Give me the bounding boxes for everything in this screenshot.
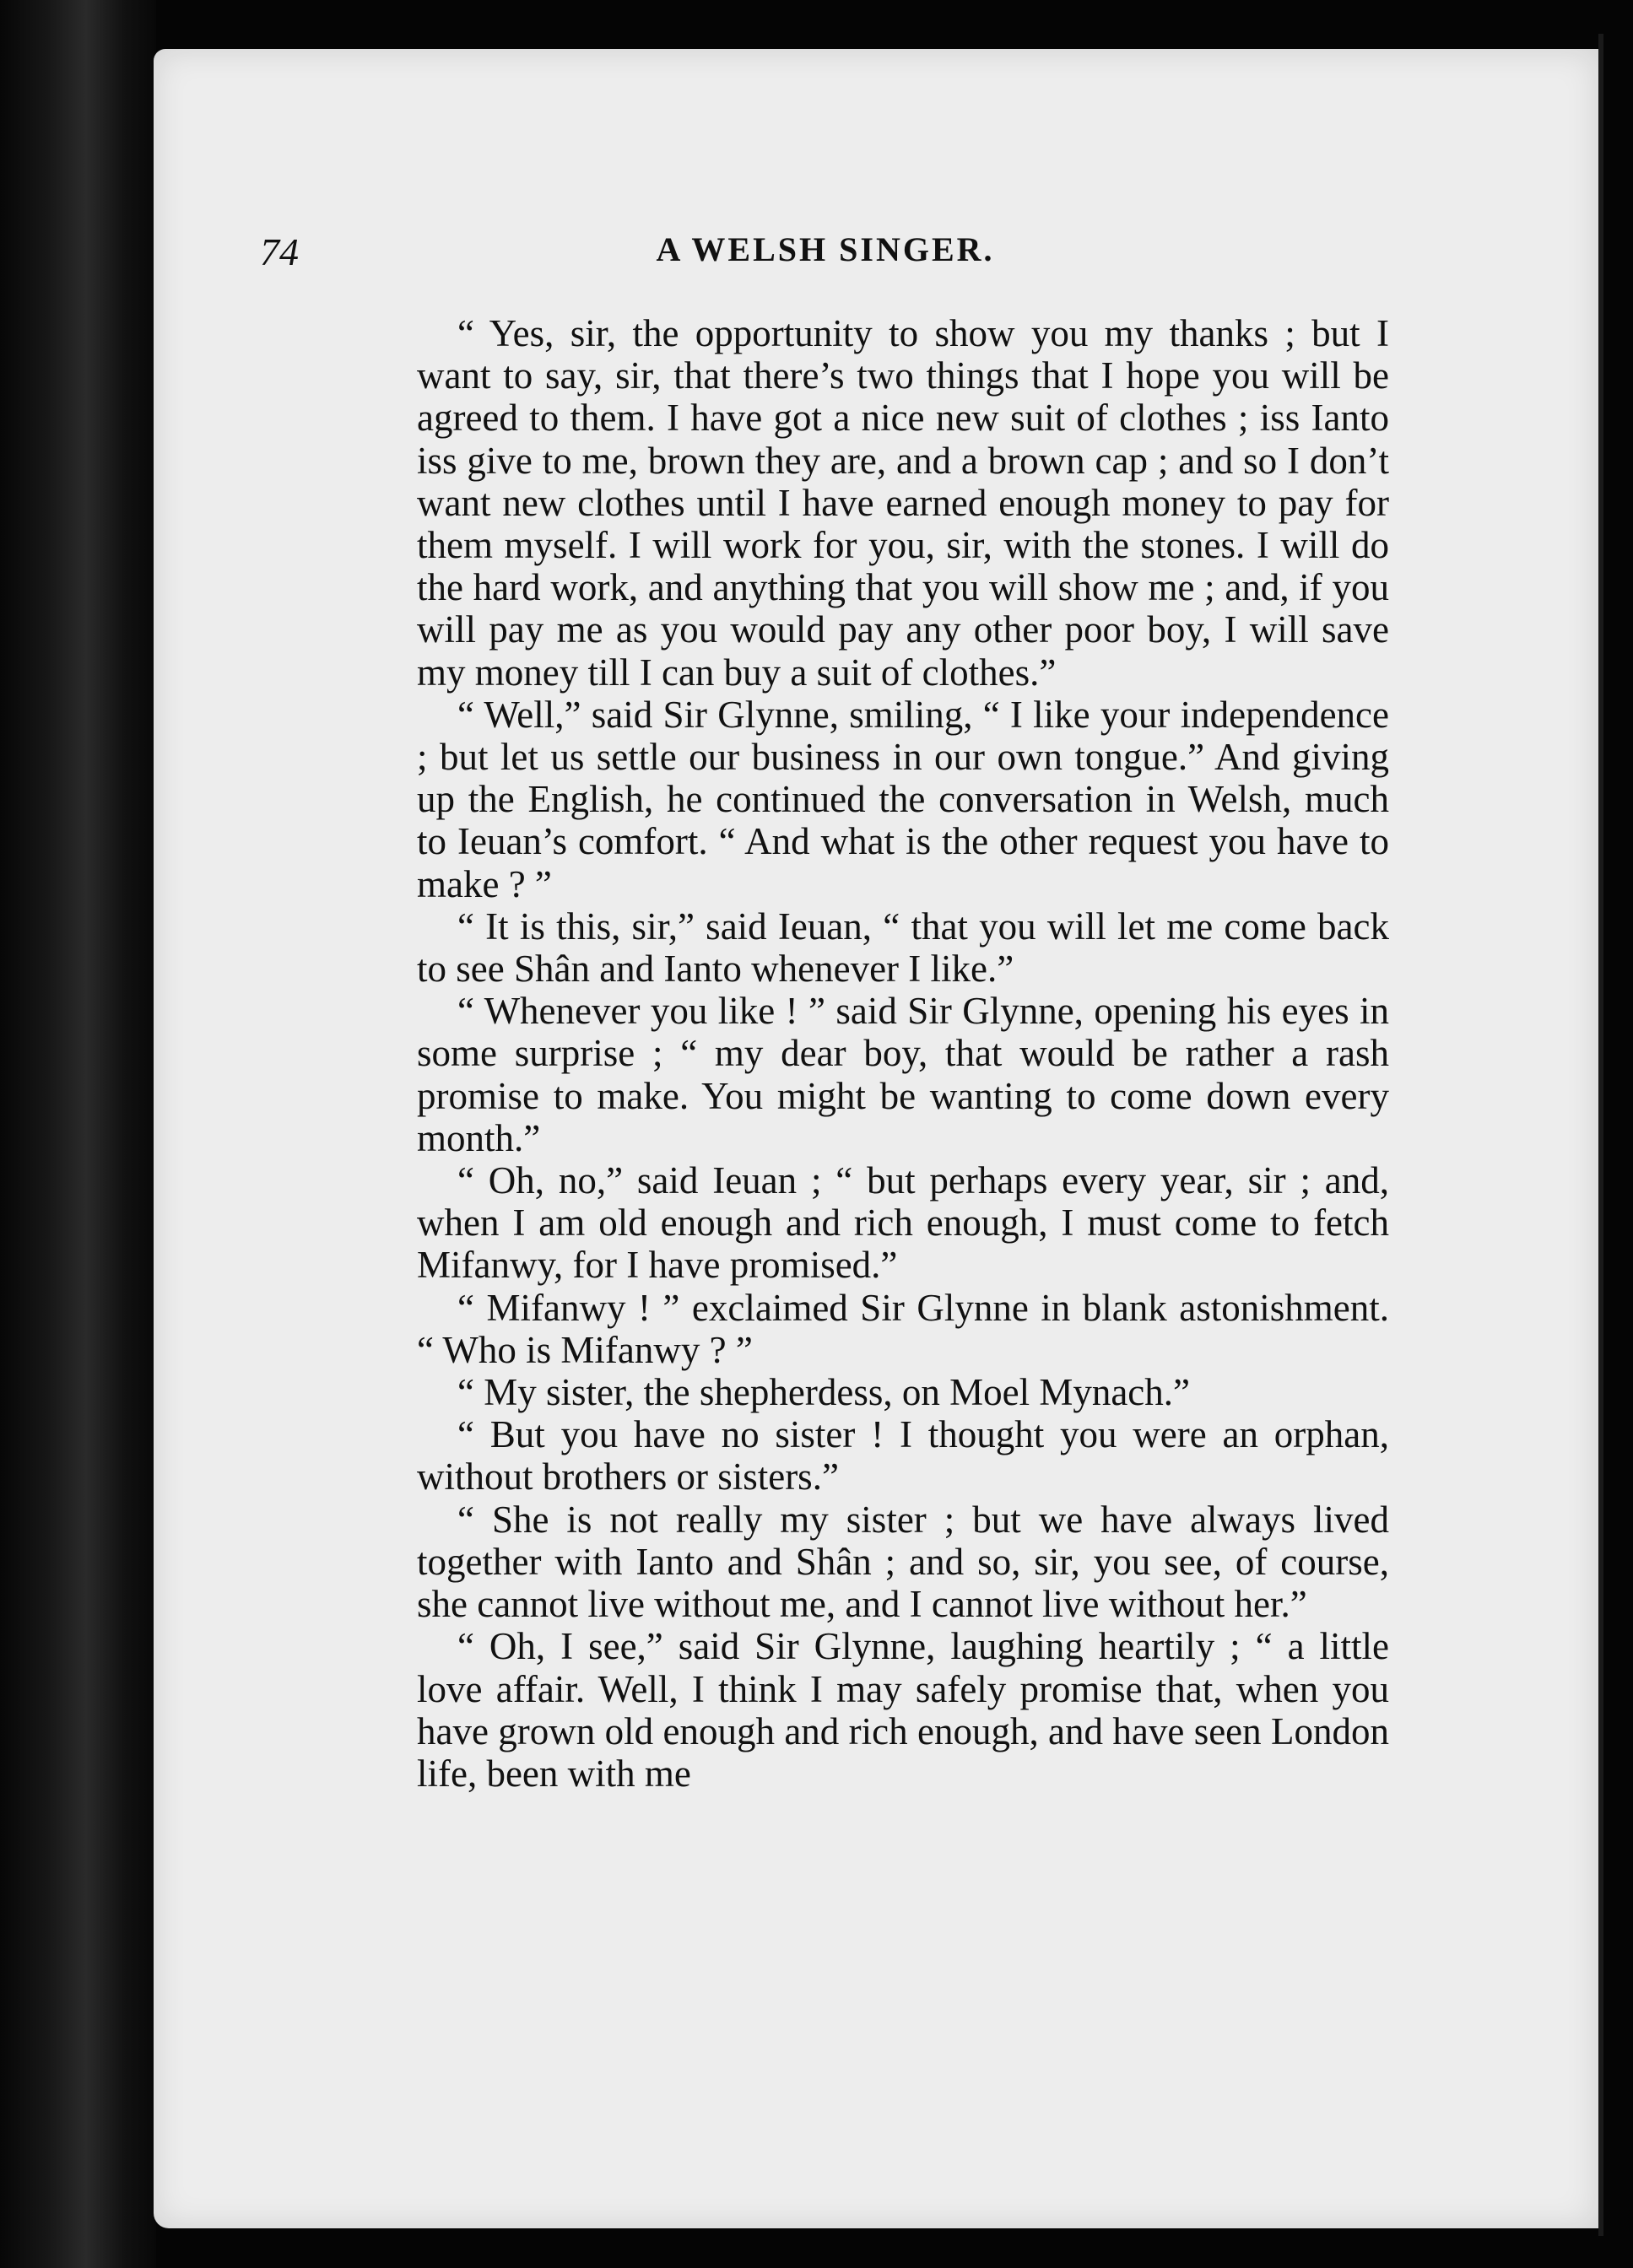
paragraph: “ Whenever you like ! ” said Sir Glynne, opening his eyes in some surprise ; “ my dear boy, that would be rather a rash promise to make. You might be wanting to come down every month.”	[417, 990, 1389, 1159]
paragraph: “ But you have no sister ! I thought you were an orphan, without brothers or sisters.”	[417, 1413, 1389, 1498]
page-header	[260, 230, 1391, 280]
page-number: 74	[260, 230, 299, 273]
paragraph: “ Oh, I see,” said Sir Glynne, laughing heartily ; “ a little love affair. Well, I think I may safely promise that, when you have grown old enough and rich enough, and have seen London life, been with me	[417, 1625, 1389, 1795]
running-title: A WELSH SINGER.	[656, 230, 995, 268]
page-right-edge	[1598, 34, 1603, 2236]
paragraph: “ Oh, no,” said Ieuan ; “ but perhaps every year, sir ; and, when I am old enough and rich enough, I must come to fetch Mifanwy, for I have promised.”	[417, 1159, 1389, 1287]
paragraph: “ It is this, sir,” said Ieuan, “ that you will let me come back to see Shân and Ianto whenever I like.”	[417, 904, 1389, 991]
paragraph: “ Mifanwy ! ” exclaimed Sir Glynne in blank astonishment. “ Who is Mifanwy ? ”	[417, 1286, 1389, 1371]
paragraph: “ My sister, the shepherdess, on Moel Mynach.”	[457, 1371, 1191, 1414]
page-text-body	[417, 312, 1389, 1795]
paragraph: “ Well,” said Sir Glynne, smiling, “ I like your independence ; but let us settle our business in our own tongue.” And giving up the English, he continued the conversation in Welsh, much to Ieuan’s comfort. “ And what is the other request you have to make ? ”	[417, 693, 1389, 905]
paragraph: “ Yes, sir, the opportunity to show you my thanks ; but I want to say, sir, that there’s two things that I hope you will be agreed to them. I have got a nice new suit of clothes ; iss Ianto iss give to me, brown they are, and a brown cap ; and so I don’t want new clothes until I have earned enough money to pay for them myself. I will work for you, sir, with the stones. I will do the hard work, and anything that you will show me ; and, if you will pay me as you would pay any other poor boy, I will save my money till I can buy a suit of clothes.”	[417, 312, 1389, 694]
book-spine-shadow	[0, 0, 156, 2268]
paragraph: “ She is not really my sister ; but we have always lived together with Ianto and Shân ; and so, sir, you see, of course, she cannot live without me, and I cannot live without her.”	[417, 1498, 1389, 1626]
